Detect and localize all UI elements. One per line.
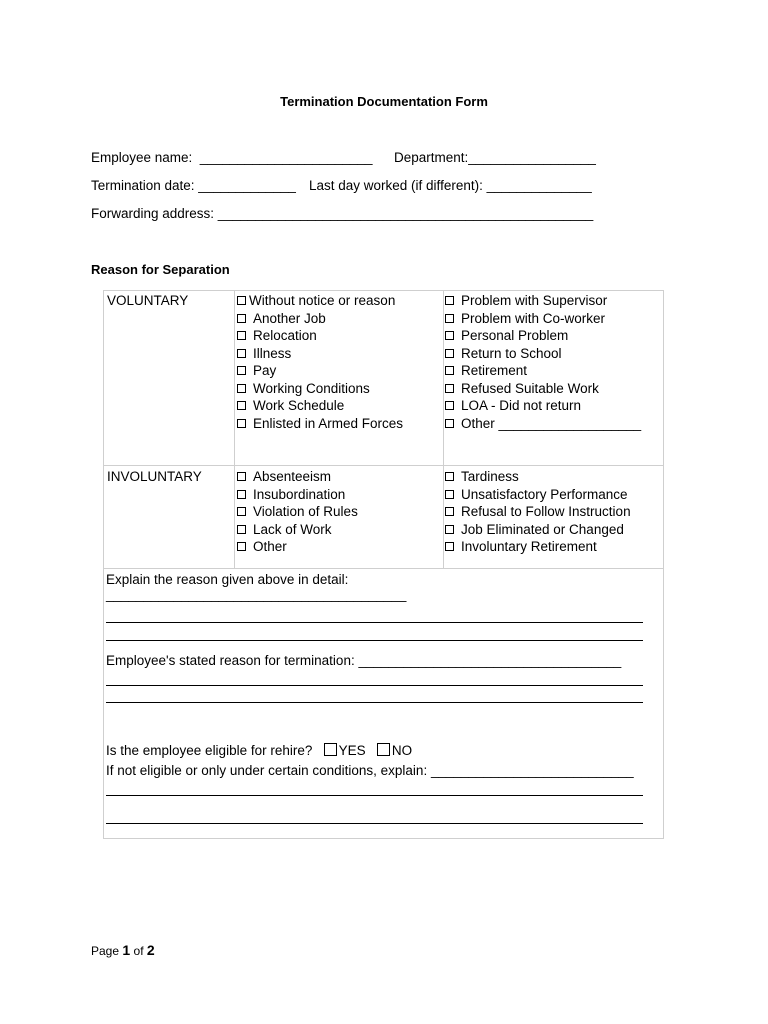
option-label: Violation of Rules bbox=[253, 504, 358, 519]
rehire-explain-field[interactable]: If not eligible or only under certain conditions, explain: ___________________________ bbox=[106, 763, 634, 778]
checkbox[interactable] bbox=[445, 314, 454, 323]
checkbox[interactable] bbox=[445, 419, 454, 428]
explain-line[interactable] bbox=[106, 640, 643, 641]
option-label: Job Eliminated or Changed bbox=[461, 521, 624, 537]
option-label: Another Job bbox=[253, 310, 326, 326]
list-item[interactable] bbox=[445, 362, 641, 380]
checkbox[interactable] bbox=[445, 349, 454, 358]
list-item[interactable] bbox=[445, 310, 641, 328]
checkbox[interactable] bbox=[237, 507, 246, 516]
option-label: Refused Suitable Work bbox=[461, 380, 599, 396]
option-label: Relocation bbox=[253, 328, 317, 343]
list-item[interactable] bbox=[445, 415, 641, 433]
option-label: Absenteeism bbox=[253, 469, 332, 484]
rehire-question: Is the employee eligible for rehire? bbox=[106, 743, 313, 758]
list-item[interactable] bbox=[237, 468, 358, 486]
list-item[interactable] bbox=[445, 486, 631, 504]
checkbox[interactable] bbox=[237, 525, 246, 534]
checkbox[interactable] bbox=[237, 419, 246, 428]
checkbox[interactable] bbox=[237, 490, 246, 499]
list-item[interactable] bbox=[237, 310, 403, 328]
rehire-explain-line[interactable] bbox=[106, 795, 643, 796]
option-label: Insubordination bbox=[253, 486, 346, 502]
stated-reason-field[interactable]: Employee's stated reason for termination: ___________________________________ bbox=[106, 653, 622, 668]
checkbox[interactable] bbox=[445, 384, 454, 393]
checkbox[interactable] bbox=[445, 331, 454, 340]
option-label: Problem with Supervisor bbox=[461, 293, 608, 308]
option-label: Lack of Work bbox=[253, 521, 332, 537]
checkbox[interactable] bbox=[237, 401, 246, 410]
checkbox[interactable] bbox=[445, 490, 454, 499]
checkbox[interactable] bbox=[237, 542, 246, 551]
list-item[interactable] bbox=[237, 486, 358, 504]
checkbox[interactable] bbox=[445, 542, 454, 551]
list-item[interactable] bbox=[445, 397, 641, 415]
checkbox[interactable] bbox=[445, 507, 454, 516]
list-item[interactable] bbox=[445, 345, 641, 363]
checkbox[interactable] bbox=[445, 472, 454, 481]
column-divider bbox=[234, 291, 235, 568]
list-item[interactable] bbox=[445, 468, 631, 486]
column-divider bbox=[443, 291, 444, 568]
list-item[interactable] bbox=[237, 397, 403, 415]
checkbox[interactable] bbox=[445, 366, 454, 375]
option-label: Working Conditions bbox=[253, 380, 370, 396]
checkbox[interactable] bbox=[237, 296, 246, 305]
option-label: Problem with Co-worker bbox=[461, 310, 606, 326]
list-item[interactable] bbox=[237, 345, 403, 363]
rehire-question-row bbox=[106, 743, 412, 758]
explain-prompt: Explain the reason given above in detail: bbox=[106, 572, 349, 587]
option-label: Personal Problem bbox=[461, 328, 569, 343]
option-label: Other ___________________ bbox=[461, 415, 642, 431]
voluntary-options-col2 bbox=[445, 292, 641, 432]
termination-date-field[interactable]: Termination date: _____________ bbox=[91, 178, 296, 193]
checkbox[interactable] bbox=[237, 314, 246, 323]
stated-reason-line[interactable] bbox=[106, 685, 643, 686]
option-label: Illness bbox=[253, 345, 292, 361]
rehire-yes-label: YES bbox=[338, 743, 366, 758]
voluntary-label: VOLUNTARY bbox=[107, 293, 189, 308]
employee-name-field[interactable]: Employee name: _______________________ bbox=[91, 150, 373, 165]
involuntary-label: INVOLUNTARY bbox=[107, 469, 202, 484]
checkbox[interactable] bbox=[237, 349, 246, 358]
stated-reason-line[interactable] bbox=[106, 702, 643, 703]
option-label: Other bbox=[253, 539, 287, 554]
checkbox[interactable] bbox=[237, 366, 246, 375]
page-word: Page bbox=[91, 944, 120, 958]
option-label: Refusal to Follow Instruction bbox=[461, 504, 631, 519]
rehire-yes-checkbox[interactable] bbox=[324, 743, 337, 756]
rehire-no-checkbox[interactable] bbox=[377, 743, 390, 756]
checkbox[interactable] bbox=[445, 296, 454, 305]
of-word: of bbox=[133, 944, 144, 958]
list-item[interactable] bbox=[237, 327, 403, 345]
explain-line[interactable] bbox=[106, 622, 643, 623]
option-label: Tardiness bbox=[461, 469, 519, 484]
option-label: Without notice or reason bbox=[249, 293, 396, 308]
option-label: Work Schedule bbox=[253, 398, 345, 413]
option-label: Enlisted in Armed Forces bbox=[253, 415, 404, 431]
list-item[interactable] bbox=[445, 292, 641, 310]
list-item[interactable] bbox=[445, 521, 631, 539]
department-field[interactable]: Department:_________________ bbox=[394, 150, 596, 165]
list-item[interactable] bbox=[445, 503, 631, 521]
checkbox[interactable] bbox=[445, 525, 454, 534]
list-item[interactable] bbox=[445, 538, 631, 556]
option-label: Retirement bbox=[461, 363, 528, 378]
option-label: LOA - Did not return bbox=[461, 398, 582, 413]
form-title: Termination Documentation Form bbox=[280, 94, 488, 109]
voluntary-options-col1 bbox=[237, 292, 403, 432]
option-label: Involuntary Retirement bbox=[461, 539, 597, 554]
checkbox[interactable] bbox=[237, 472, 246, 481]
list-item[interactable] bbox=[237, 538, 358, 556]
explain-short-line[interactable]: ________________________________________ bbox=[106, 587, 407, 602]
page-number bbox=[91, 942, 155, 958]
separation-reasons-table bbox=[103, 290, 664, 839]
involuntary-options-col1 bbox=[237, 468, 358, 556]
checkbox[interactable] bbox=[237, 331, 246, 340]
list-item[interactable] bbox=[237, 415, 403, 433]
involuntary-options-col2 bbox=[445, 468, 631, 556]
list-item[interactable] bbox=[237, 521, 358, 539]
option-label: Unsatisfactory Performance bbox=[461, 486, 628, 502]
rehire-explain-line[interactable] bbox=[106, 823, 643, 824]
list-item[interactable] bbox=[237, 292, 403, 310]
list-item[interactable] bbox=[445, 380, 641, 398]
rehire-no-label: NO bbox=[391, 743, 413, 758]
checkbox[interactable] bbox=[445, 401, 454, 410]
list-item[interactable] bbox=[445, 327, 641, 345]
reason-for-separation-heading: Reason for Separation bbox=[91, 262, 230, 277]
list-item[interactable] bbox=[237, 503, 358, 521]
total-pages: 2 bbox=[146, 942, 155, 958]
current-page: 1 bbox=[122, 942, 131, 958]
option-label: Pay bbox=[253, 363, 277, 378]
forwarding-address-field[interactable]: Forwarding address: __________________________________________________ bbox=[91, 206, 594, 221]
list-item[interactable] bbox=[237, 380, 403, 398]
checkbox[interactable] bbox=[237, 384, 246, 393]
option-label: Return to School bbox=[461, 345, 562, 361]
list-item[interactable] bbox=[237, 362, 403, 380]
row-divider bbox=[104, 568, 663, 569]
row-divider bbox=[104, 465, 663, 466]
last-day-worked-field[interactable]: Last day worked (if different): ______________ bbox=[309, 178, 592, 193]
